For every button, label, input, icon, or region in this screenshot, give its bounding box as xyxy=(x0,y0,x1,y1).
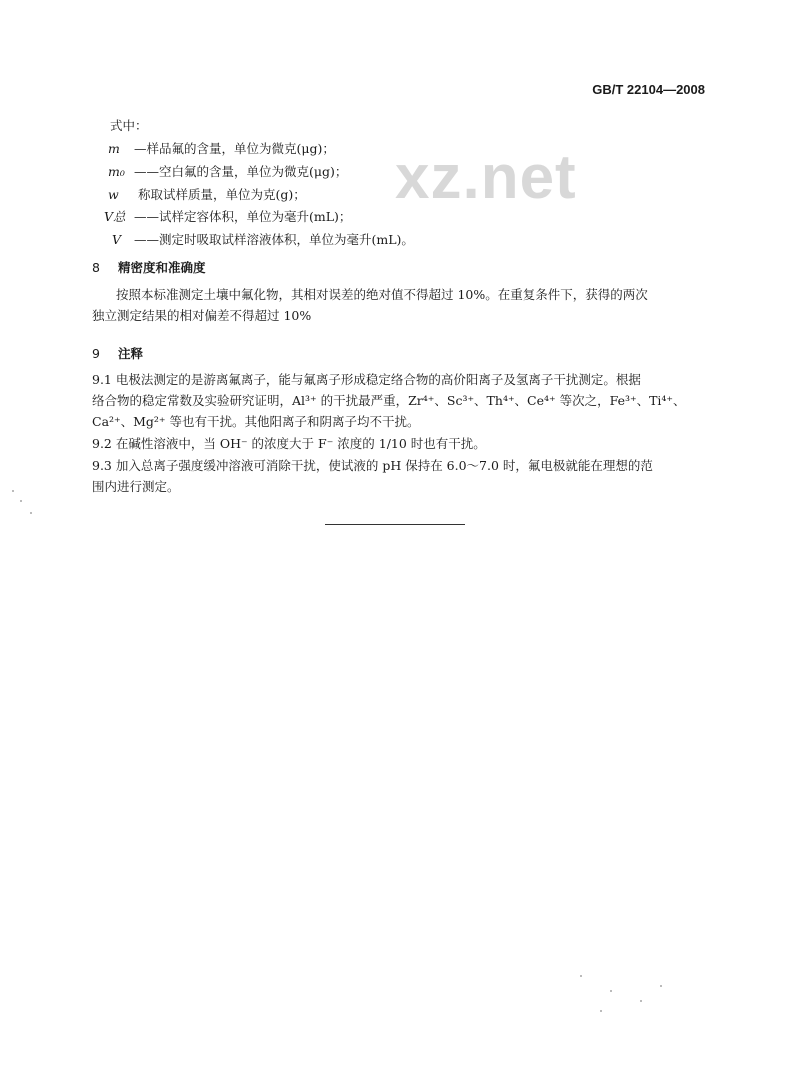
end-rule xyxy=(325,524,465,525)
legend-desc: 称取试样质量，单位为克(g)； xyxy=(134,187,306,202)
legend-symbol: w xyxy=(108,187,119,202)
legend-symbol: m xyxy=(108,141,120,156)
paragraph-line: Ca²⁺、Mg²⁺ 等也有干扰。其他阳离子和阴离子均不干扰。 xyxy=(92,414,420,429)
scan-speck xyxy=(600,1010,602,1012)
legend-item xyxy=(108,141,335,157)
legend-item xyxy=(108,164,347,180)
legend-desc: ——试样定容体积，单位为毫升(mL)； xyxy=(134,209,352,224)
section-title: 精密度和准确度 xyxy=(118,260,206,275)
paragraph-line: 9.1 电极法测定的是游离氟离子，能与氟离子形成稳定络合物的高价阳离子及氢离子干扰测定。根据 xyxy=(92,372,641,387)
scan-speck xyxy=(12,490,14,492)
scan-speck xyxy=(30,512,32,514)
watermark: xz.net xyxy=(395,143,577,212)
legend-symbol: V xyxy=(112,232,122,247)
legend-item xyxy=(112,232,414,248)
section-heading xyxy=(92,258,206,276)
section-number: 9 xyxy=(92,346,100,361)
legend-symbol: V总 xyxy=(104,209,126,224)
scan-speck xyxy=(610,990,612,992)
section-title: 注释 xyxy=(118,346,144,361)
paragraph-line: 络合物的稳定常数及实验研究证明，Al³⁺ 的干扰最严重，Zr⁴⁺、Sc³⁺、Th⁴⁺、Ce⁴⁺ 等次之，Fe³⁺、Ti⁴⁺、 xyxy=(92,393,686,408)
paragraph-line: 9.3 加入总离子强度缓冲溶液可消除干扰，使试液的 pH 保持在 6.0～7.0 时，氟电极就能在理想的范 xyxy=(92,458,653,473)
legend-desc: ——空白氟的含量，单位为微克(μg)； xyxy=(134,164,348,179)
paragraph-line: 9.2 在碱性溶液中，当 OH⁻ 的浓度大于 F⁻ 浓度的 1/10 时也有干扰。 xyxy=(92,436,486,451)
section8-paragraph xyxy=(92,284,712,326)
note-9-1 xyxy=(92,369,712,432)
legend-item xyxy=(104,209,351,225)
section-number: 8 xyxy=(92,260,100,275)
paragraph-line: 按照本标准测定土壤中氟化物，其相对误差的绝对值不得超过 10%。在重复条件下，获得的两次 xyxy=(116,287,648,302)
note-9-2 xyxy=(92,433,712,454)
legend-desc: ——测定时吸取试样溶液体积，单位为毫升(mL)。 xyxy=(134,232,414,247)
standard-number: GB/T 22104—2008 xyxy=(592,82,705,97)
legend-desc: —样品氟的含量，单位为微克(μg)； xyxy=(134,141,335,156)
section-heading xyxy=(92,344,143,362)
legend-intro: 式中： xyxy=(110,118,148,133)
scan-speck xyxy=(20,500,22,502)
legend-item xyxy=(108,187,306,203)
legend-symbol: m₀ xyxy=(108,164,125,179)
paragraph-line: 独立测定结果的相对偏差不得超过 10% xyxy=(92,308,312,323)
note-9-3 xyxy=(92,455,712,497)
scan-speck xyxy=(640,1000,642,1002)
scan-speck xyxy=(580,975,582,977)
scan-speck xyxy=(660,985,662,987)
paragraph-line: 围内进行测定。 xyxy=(92,479,180,494)
